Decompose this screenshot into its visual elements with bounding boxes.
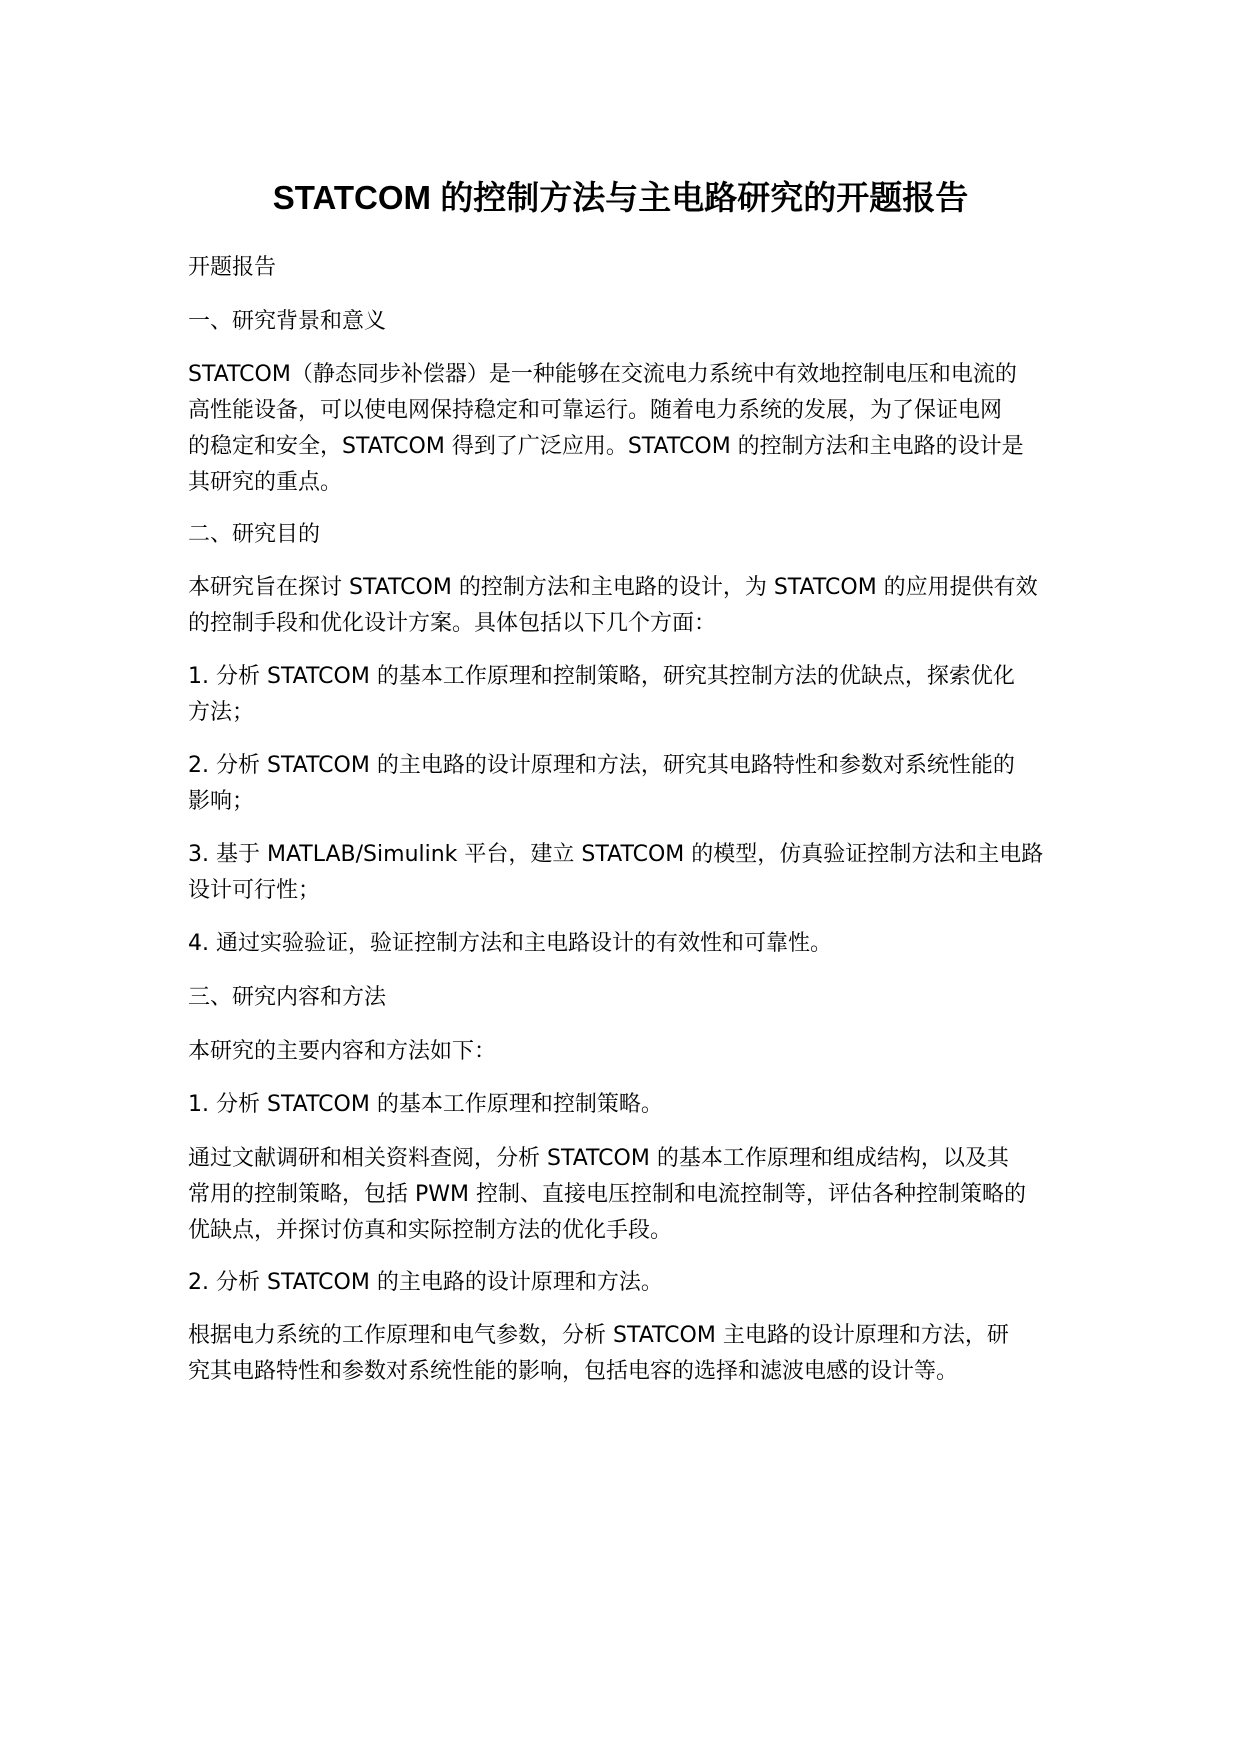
paragraph-line: 1. 分析 STATCOM 的基本工作原理和控制策略，研究其控制方法的优缺点，探索优化 [188,664,1015,689]
paragraph [188,980,1058,1016]
paragraph-line: 的稳定和安全，STATCOM 得到了广泛应用。STATCOM 的控制方法和主电路的设计是 [188,434,1024,459]
paragraph-line: 设计可行性； [188,878,321,903]
paragraph-line: 4. 通过实验验证，验证控制方法和主电路设计的有效性和可靠性。 [188,931,832,956]
paragraph-line: 3. 基于 MATLAB/Simulink 平台，建立 STATCOM 的模型，仿真验证控制方法和主电路 [188,842,1044,867]
paragraph [188,659,1058,731]
paragraph-line: STATCOM（静态同步补偿器）是一种能够在交流电力系统中有效地控制电压和电流的 [188,362,1017,387]
paragraph [188,304,1058,340]
paragraph [188,1318,1058,1390]
paragraph-line: 高性能设备，可以使电网保持稳定和可靠运行。随着电力系统的发展，为了保证电网 [188,398,1003,423]
paragraph [188,1265,1058,1301]
paragraph-line: 的控制手段和优化设计方案。具体包括以下几个方面： [188,611,717,636]
paragraph-line: 开题报告 [188,255,277,280]
document-title: STATCOM 的控制方法与主电路研究的开题报告 [272,179,969,216]
paragraph [188,926,1058,962]
paragraph-line: 优缺点，并探讨仿真和实际控制方法的优化手段。 [188,1218,673,1243]
paragraph-line: 本研究旨在探讨 STATCOM 的控制方法和主电路的设计，为 STATCOM 的应用提供有效 [188,575,1038,600]
paragraph [188,1034,1058,1070]
paragraph [188,570,1058,642]
paragraph-line: 一、研究背景和意义 [188,309,387,334]
paragraph-line: 2. 分析 STATCOM 的主电路的设计原理和方法。 [188,1270,663,1295]
paragraph-line: 方法； [188,700,255,725]
paragraph [188,517,1058,553]
paragraph-line: 本研究的主要内容和方法如下： [188,1039,497,1064]
paragraph [188,748,1058,820]
paragraph-line: 常用的控制策略，包括 PWM 控制、直接电压控制和电流控制等，评估各种控制策略的 [188,1182,1026,1207]
paragraph-line: 1. 分析 STATCOM 的基本工作原理和控制策略。 [188,1092,663,1117]
paragraph [188,250,1058,286]
paragraph-line: 通过文献调研和相关资料查阅，分析 STATCOM 的基本工作原理和组成结构，以及其 [188,1146,1009,1171]
paragraph [188,1087,1058,1123]
paragraph [188,357,1058,501]
paragraph-line: 二、研究目的 [188,522,321,547]
paragraph-line: 根据电力系统的工作原理和电气参数，分析 STATCOM 主电路的设计原理和方法，研 [188,1323,1009,1348]
paragraph-line: 三、研究内容和方法 [188,985,387,1010]
paragraph [188,1141,1058,1249]
paragraph-line: 影响； [188,789,255,814]
paragraph-line: 究其电路特性和参数对系统性能的影响，包括电容的选择和滤波电感的设计等。 [188,1359,959,1384]
paragraph-line: 其研究的重点。 [188,470,343,495]
paragraph [188,837,1058,909]
paragraph-line: 2. 分析 STATCOM 的主电路的设计原理和方法，研究其电路特性和参数对系统性能的 [188,753,1015,778]
